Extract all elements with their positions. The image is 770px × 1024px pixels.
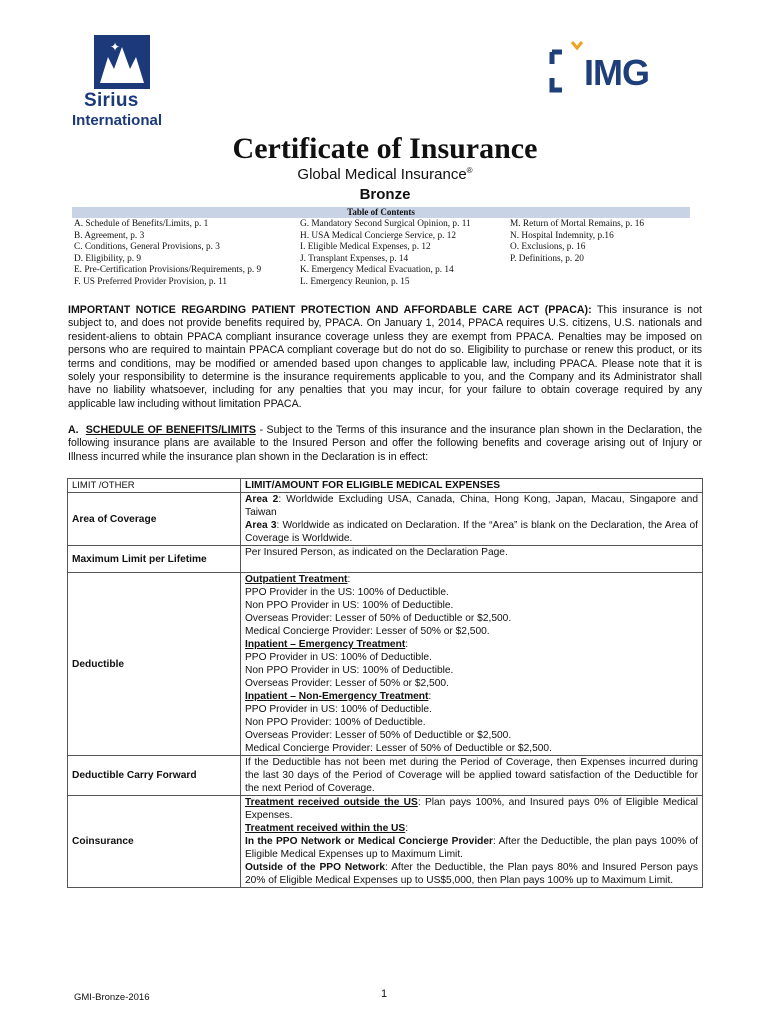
plan-name: Bronze (359, 186, 411, 203)
footer-form-id: GMI-Bronze-2016 (74, 992, 150, 1003)
toc-item[interactable]: P. Definitions, p. 20 (510, 253, 584, 264)
area-cell (241, 493, 703, 546)
toc-column-1 (74, 219, 261, 288)
outside-ppo-text: : After the Deductible, the Plan pays 80% and Insured Person pays 20% of Eligible Medical Expenses up to US$5,000, then Plan pays 100% up to Maximum Limit. (245, 862, 698, 886)
outside-us-heading: Treatment received outside the US (245, 797, 418, 808)
ppo-text: : After the Deductible, the plan pays 100% of Eligible Medical Expenses up to Maximum Limit. (245, 836, 698, 860)
deductible-cell: Outpatient Treatment: PPO Provider in the US: 100% of Deductible. Non PPO Provider in US: 100% of Deductible. Overseas Provider: Lesser of 50% of Deductible or $2,500. Medical Concierge Provider: Lesser of 50% or $2,500. Inpatient – Emergency Treatment: PPO Provider in US: 100% of Deductible. Non PPO Provider in US: 100% of Deductible. Overseas Provider: Lesser of 50% or $2,500. Inpatient – Non-Emergency Treatment: PPO Provider in US: 100% of Deductible. Non PPO Provider: 100% of Deductible. Overseas Provider: Lesser of 50% of Deductible or $2,500. Medical Concierge Provider: Lesser of 50% of Deductible or $2,500. (241, 573, 703, 756)
toc-item[interactable]: F. US Preferred Provider Provision, p. 11 (74, 276, 228, 287)
notice-heading: IMPORTANT NOTICE REGARDING PATIENT PROTECTION AND AFFORDABLE CARE ACT (PPACA): (68, 304, 592, 316)
carry-forward-cell: If the Deductible has not been met during the Period of Coverage, then Expenses incurred during the last 30 days of the Period of Coverage will be applied toward satisfaction of the Deductible for the next Period of Coverage. (241, 756, 703, 796)
deductible-line: Medical Concierge Provider: Lesser of 50% of Deductible or $2,500. (245, 743, 552, 754)
toc-item[interactable]: K. Emergency Medical Evacuation, p. 14 (300, 265, 454, 275)
deductible-line: Non PPO Provider: 100% of Deductible. (245, 717, 426, 728)
row-label-carry-forward: Deductible Carry Forward (68, 756, 241, 796)
outside-us-text: : Plan pays 100%, and Insured pays 0% of Eligible Medical Expenses. (245, 797, 698, 821)
ppo-heading: In the PPO Network or Medical Concierge Provider (245, 836, 494, 847)
schedule-heading: SCHEDULE OF BENEFITS/LIMITS (85, 424, 256, 436)
column-header-limit: LIMIT /OTHER (68, 479, 241, 493)
column-header-amount: LIMIT/AMOUNT FOR ELIGIBLE MEDICAL EXPENSES (241, 479, 703, 493)
document-subtitle (0, 166, 770, 183)
area3-text: : Worldwide as indicated on Declaration. If the “Area” is blank on the Declaration, the Area of Coverage is Worldwide. (245, 520, 698, 544)
outside-ppo-heading: Outside of the PPO Network (245, 862, 386, 873)
img-logo-text: IMG (584, 52, 649, 93)
toc-item[interactable]: C. Conditions, General Provisions, p. 3 (74, 242, 220, 252)
area2-label: Area 2 (245, 494, 279, 505)
img-logo (548, 40, 698, 100)
schedule-label: A. (68, 424, 79, 436)
benefits-table (67, 478, 703, 888)
toc-item[interactable]: L. Emergency Reunion, p. 15 (300, 276, 410, 287)
toc-column-3 (510, 219, 644, 265)
row-label-max: Maximum Limit per Lifetime (68, 546, 241, 573)
table-row (68, 546, 703, 573)
table-header-row (68, 479, 703, 493)
inpatient-emergency-heading: Inpatient – Emergency Treatment (245, 639, 406, 650)
registered-mark: ® (466, 166, 473, 175)
toc-item[interactable]: O. Exclusions, p. 16 (510, 242, 586, 252)
table-row (68, 796, 703, 888)
area3-label: Area 3 (245, 520, 277, 531)
row-label-deductible: Deductible (68, 573, 241, 756)
table-row (68, 756, 703, 796)
area2-text: : Worldwide Excluding USA, Canada, China, Hong Kong, Japan, Macau, Singapore and Taiwan (245, 494, 699, 518)
toc-item[interactable]: B. Agreement, p. 3 (74, 230, 145, 241)
schedule-body: - Subject to the Terms of this insurance and the insurance plan shown in the Declaration, the following insurance plans are available to the Insured Person and offer the following benefits and coverage arising out of Injury or Illness incurred while the insurance plan shown in the Declaration is in effect: (68, 424, 703, 463)
toc-item[interactable]: G. Mandatory Second Surgical Opinion, p. 11 (300, 219, 471, 229)
deductible-line: PPO Provider in US: 100% of Deductible. (245, 652, 432, 663)
outpatient-heading: Outpatient Treatment (245, 574, 348, 585)
max-cell: Per Insured Person, as indicated on the Declaration Page. (241, 546, 703, 573)
deductible-line: Overseas Provider: Lesser of 50% of Deductible or $2,500. (245, 613, 512, 624)
toc-item[interactable]: N. Hospital Indemnity, p.16 (510, 230, 614, 241)
sirius-mountain-emblem (94, 35, 150, 89)
coinsurance-cell: Treatment received outside the US: Plan pays 100%, and Insured pays 0% of Eligible Medical Expenses. Treatment received within the US: In the PPO Network or Medical Concierge Provider: After the Deductible, the plan pays 100% of Eligible Medical Expenses up to Maximum Limit. Outside of the PPO Network: After the Deductible, the Plan pays 80% and Insured Person pays 20% of Eligible Medical Expenses up to US$5,000, then Plan pays 100% up to Maximum Limit. (241, 796, 703, 888)
toc-item[interactable]: A. Schedule of Benefits/Limits, p. 1 (74, 219, 209, 229)
toc-item[interactable]: M. Return of Mortal Remains, p. 16 (510, 219, 645, 229)
subtitle-text: Global Medical Insurance (297, 166, 467, 183)
deductible-line: Overseas Provider: Lesser of 50% or $2,500. (245, 678, 449, 689)
deductible-line: PPO Provider in US: 100% of Deductible. (245, 704, 432, 715)
deductible-line: Non PPO Provider in US: 100% of Deductible. (245, 600, 454, 611)
svg-text:✦: ✦ (110, 40, 121, 54)
row-label-coinsurance: Coinsurance (68, 796, 241, 888)
toc-item[interactable]: D. Eligibility, p. 9 (74, 253, 142, 264)
document-title: Certificate of Insurance (232, 132, 538, 165)
deductible-line: Non PPO Provider in US: 100% of Deductible. (245, 665, 454, 676)
toc-item[interactable]: H. USA Medical Concierge Service, p. 12 (300, 230, 457, 241)
toc-item[interactable]: J. Transplant Expenses, p. 14 (300, 253, 409, 264)
ppaca-notice (68, 304, 702, 411)
toc-item[interactable]: I. Eligible Medical Expenses, p. 12 (300, 242, 431, 252)
table-row (68, 573, 703, 756)
within-us-heading: Treatment received within the US (245, 823, 406, 834)
table-row (68, 493, 703, 546)
deductible-line: PPO Provider in the US: 100% of Deductible. (245, 587, 449, 598)
notice-body: This insurance is not subject to, and does not provide benefits required by, PPACA. On January 1, 2014, PPACA requires U.S. citizens, U.S. nationals and resident-aliens to obtain PPACA compliant insurance coverage unless they are exempt from PPACA. Penalties may be imposed on persons who are required to maintain PPACA compliant coverage but do not do so. Eligibility to purchase or renew this product, or its terms and conditions, may be modified or amended based upon changes to applicable law, including PPACA. Please note that it is solely your responsibility to determine is the insurance requirements applicable to you, and the Company and its Administrator shall have no liability whatsoever, including for any penalties that you may incur, for your failure to obtain coverage required by any applicable law including without limitation PPACA. (68, 304, 702, 410)
inpatient-nonemergency-heading: Inpatient – Non-Emergency Treatment (245, 691, 429, 702)
deductible-line: Medical Concierge Provider: Lesser of 50% or $2,500. (245, 626, 490, 637)
sirius-international-logo (72, 32, 182, 132)
page-number: 1 (381, 988, 388, 1000)
sirius-logo-name: Sirius (84, 90, 139, 111)
deductible-line: Overseas Provider: Lesser of 50% of Deductible or $2,500. (245, 730, 512, 741)
schedule-intro (68, 424, 702, 464)
toc-heading: Table of Contents (72, 207, 690, 218)
sirius-logo-sub: International (72, 112, 163, 129)
toc-item[interactable]: E. Pre-Certification Provisions/Requirements, p. 9 (74, 265, 262, 275)
toc-column-2 (300, 219, 471, 288)
row-label-area: Area of Coverage (68, 493, 241, 546)
